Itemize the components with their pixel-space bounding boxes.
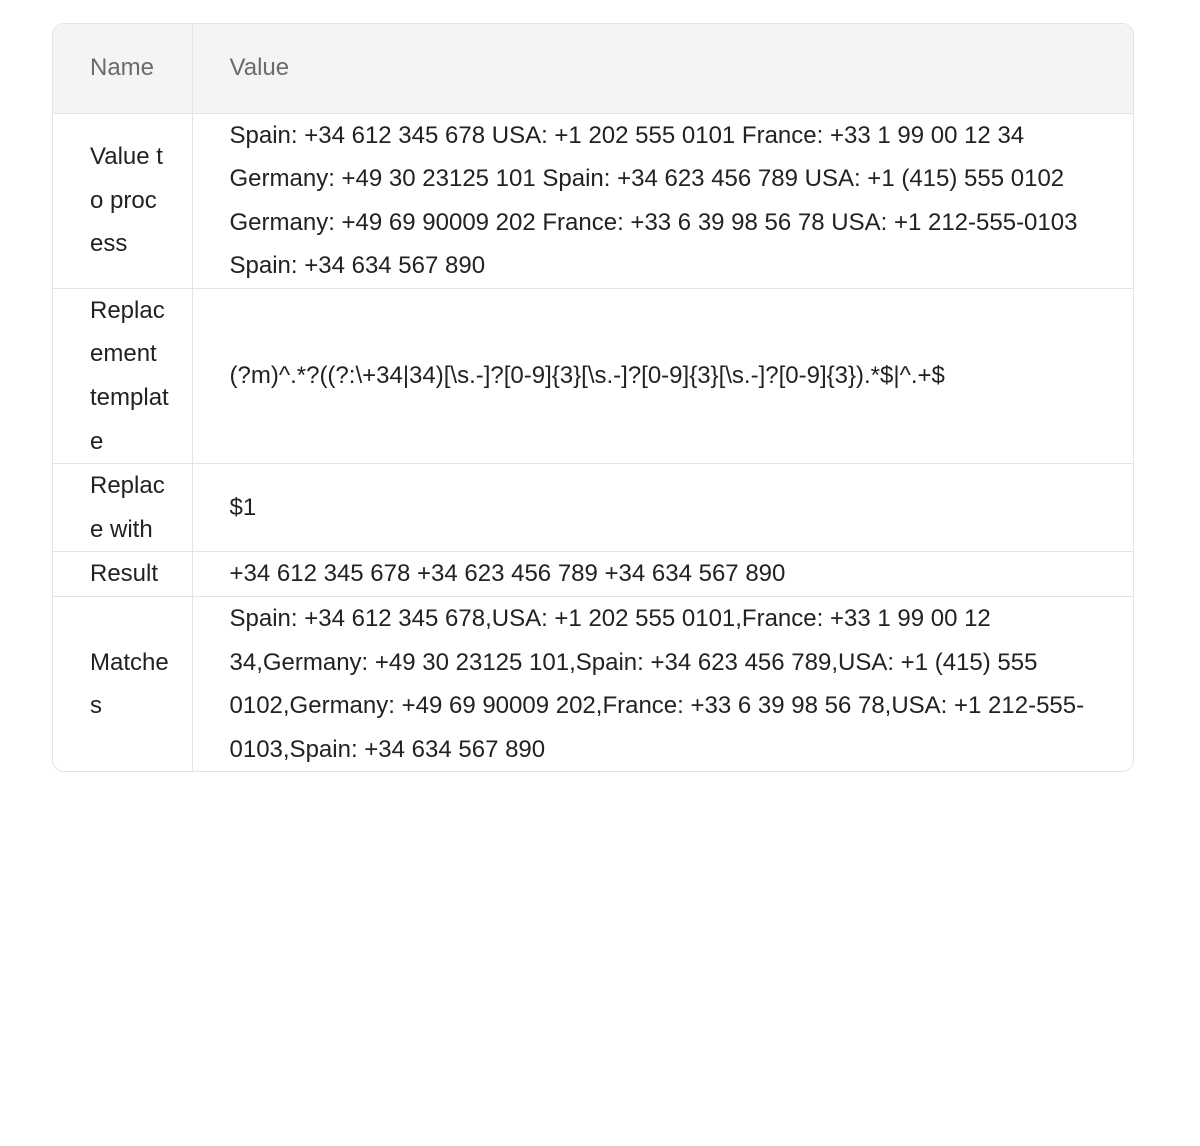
- row-value: (?m)^.*?((?:\+34|34)[\s.-]?[0-9]{3}[\s.-]?[0-9]{3}[\s.-]?[0-9]{3}).*$|^.+$: [192, 288, 1133, 463]
- table-header: [53, 24, 1133, 113]
- table-row-value-to-process: [53, 113, 1133, 288]
- header-value: Value: [192, 24, 1133, 113]
- name-value-table: [53, 24, 1133, 771]
- header-name: Name: [53, 24, 192, 113]
- row-label: Matches: [53, 597, 192, 772]
- table-row-matches: [53, 597, 1133, 772]
- row-label: Value to process: [53, 113, 192, 288]
- row-label: Replace with: [53, 464, 192, 552]
- table-row-replace-with: [53, 464, 1133, 552]
- table-body: [53, 113, 1133, 771]
- header-row: [53, 24, 1133, 113]
- row-value: Spain: +34 612 345 678,USA: +1 202 555 0101,France: +33 1 99 00 12 34,Germany: +49 30 23125 101,Spain: +34 623 456 789,USA: +1 (415) 555 0102,Germany: +49 69 90009 202,France: +33 6 39 98 56 78,USA: +1 212-555-0103,Spain: +34 634 567 890: [229, 605, 1085, 763]
- row-label: Replacement template: [53, 288, 192, 463]
- row-label: Result: [53, 552, 192, 597]
- results-table: [52, 23, 1134, 772]
- row-value: Spain: +34 612 345 678 USA: +1 202 555 0101 France: +33 1 99 00 12 34 Germany: +49 30 23125 101 Spain: +34 623 456 789 USA: +1 (415) 555 0102 Germany: +49 69 90009 202 France: +33 6 39 98 56 78 USA: +1 212-555-0103 Spain: +34 634 567 890: [192, 113, 1133, 288]
- table-row-replacement-template: [53, 288, 1133, 463]
- row-value: $1: [192, 464, 1133, 552]
- row-value: +34 612 345 678 +34 623 456 789 +34 634 567 890: [192, 552, 1133, 597]
- table-row-result: [53, 552, 1133, 597]
